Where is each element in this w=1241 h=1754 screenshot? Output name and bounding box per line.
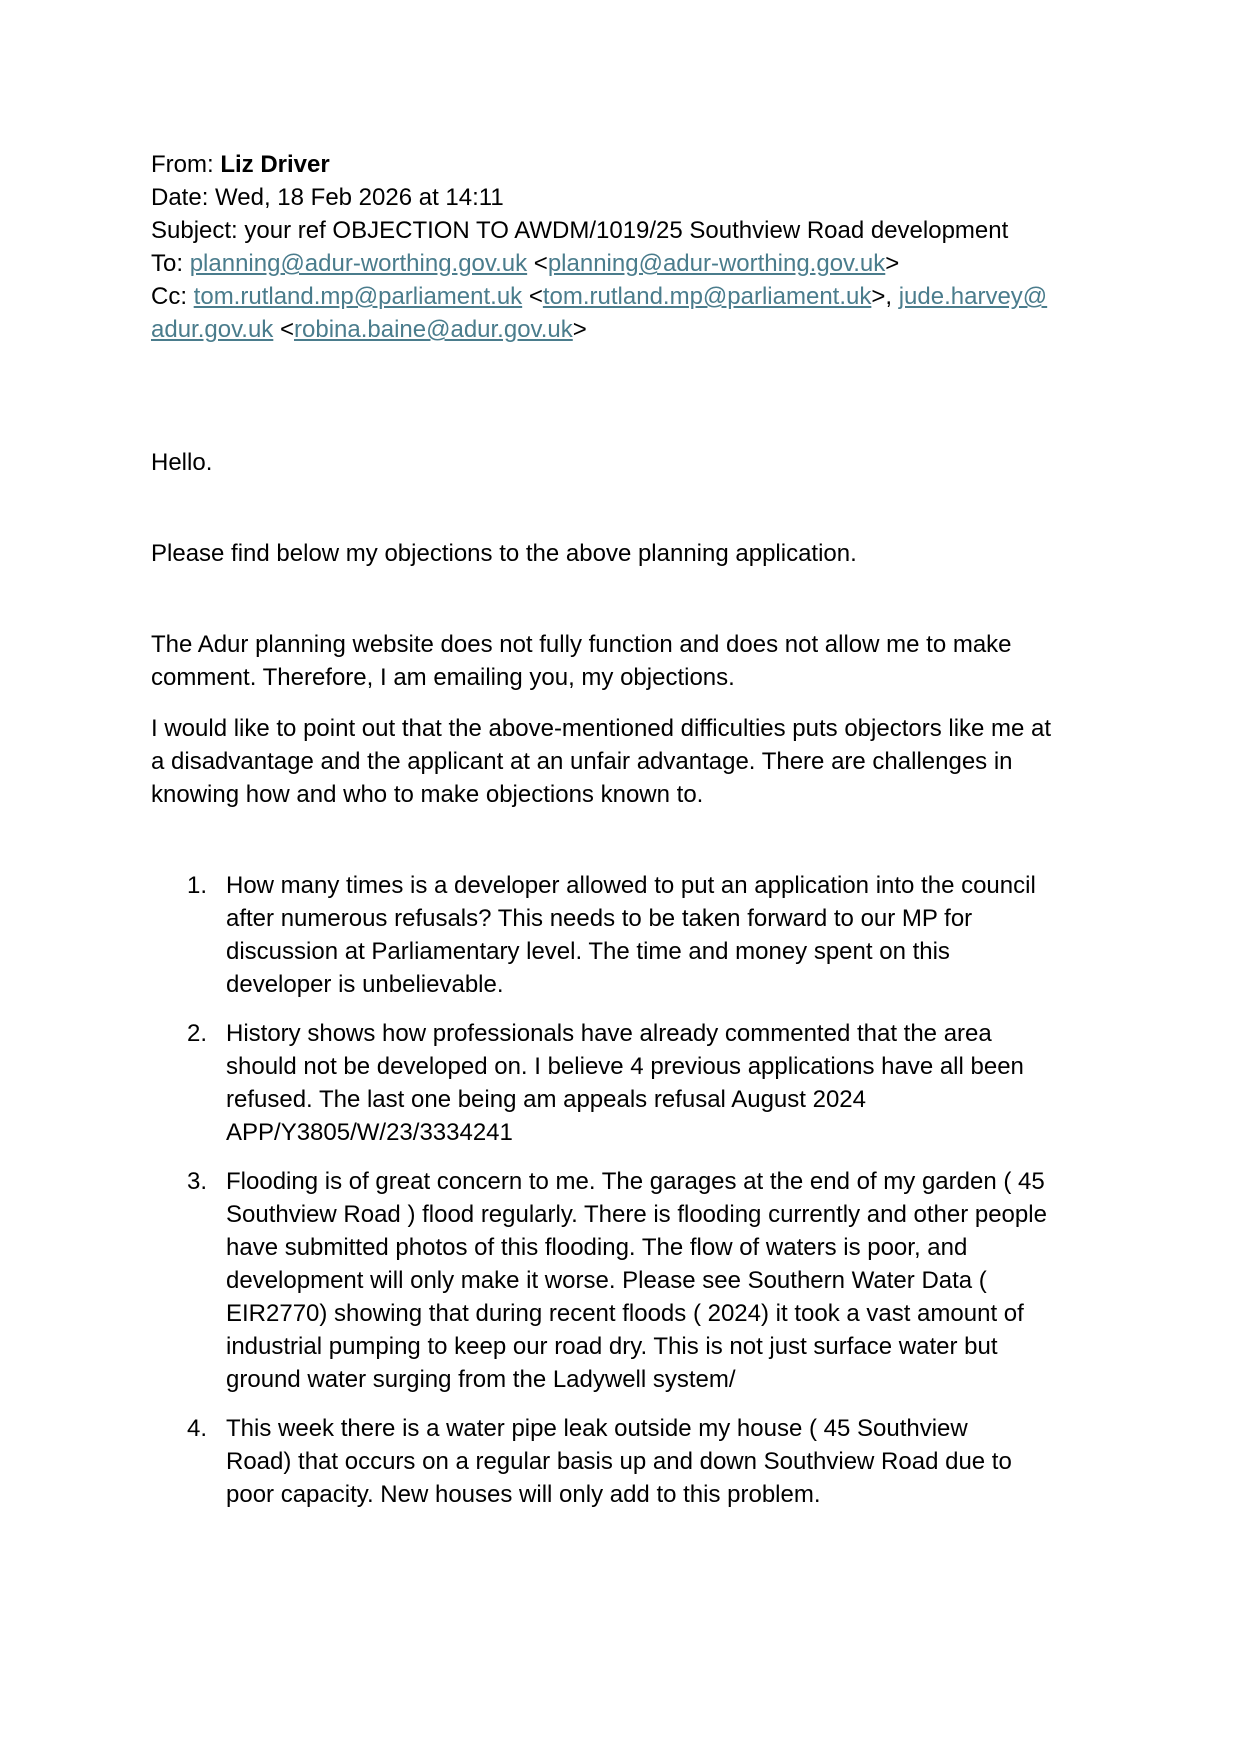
subject-value: your ref OBJECTION TO AWDM/1019/25 Southview Road development — [244, 217, 1009, 244]
list-item-number: 1. — [187, 872, 208, 899]
objections-list — [151, 869, 1101, 1511]
list-item-line: have submitted photos of this flooding. The flow of waters is poor, and — [226, 1234, 968, 1261]
cc-label: Cc: — [151, 283, 187, 310]
list-item-line: Flooding is of great concern to me. The garages at the end of my garden ( 45 — [226, 1168, 1045, 1195]
list-item-line: should not be developed on. I believe 4 previous applications have all been — [226, 1053, 1024, 1080]
list-item-line: developer is unbelievable. — [226, 971, 504, 998]
list-item-line: ground water surging from the Ladywell system/ — [226, 1366, 736, 1393]
list-item — [151, 1165, 1101, 1396]
email-document — [151, 148, 1101, 1527]
website-paragraph — [151, 628, 1101, 694]
disadvantage-paragraph-line-2: a disadvantage and the applicant at an unfair advantage. There are challenges in — [151, 748, 1013, 775]
website-paragraph-line-2: comment. Therefore, I am emailing you, my objections. — [151, 664, 735, 691]
to-email-link[interactable]: planning@adur-worthing.gov.uk — [189, 250, 528, 277]
cc-email-link-jude-part2[interactable]: adur.gov.uk — [151, 316, 274, 343]
list-item-line: development will only make it worse. Please see Southern Water Data ( — [226, 1267, 987, 1294]
list-item-line: refused. The last one being am appeals refusal August 2024 — [226, 1086, 866, 1113]
list-item-line: Southview Road ) flood regularly. There is flooding currently and other people — [226, 1201, 1047, 1228]
cc-line: Cc: tom.rutland.mp@parliament.uk <tom.rutland.mp@parliament.uk>, jude.harvey@ adur.gov.uk <robina.baine@adur.gov.uk> — [151, 283, 1048, 343]
intro-paragraph: Please find below my objections to the above planning application. — [151, 540, 857, 567]
date-label: Date: — [151, 184, 209, 211]
cc-email-link-mp[interactable]: tom.rutland.mp@parliament.uk — [193, 283, 523, 310]
list-item-line: This week there is a water pipe leak outside my house ( 45 Southview — [226, 1415, 968, 1442]
from-line — [151, 148, 1101, 181]
list-item-line: EIR2770) showing that during recent floods ( 2024) it took a vast amount of — [226, 1300, 1024, 1327]
to-label: To: — [151, 250, 184, 277]
list-item — [151, 1017, 1101, 1149]
subject-line — [151, 214, 1101, 247]
email-header — [151, 148, 1101, 346]
cc-email-link-mp-bracketed[interactable]: tom.rutland.mp@parliament.uk — [542, 283, 872, 310]
to-email-link-bracketed[interactable]: planning@adur-worthing.gov.uk — [547, 250, 886, 277]
website-paragraph-line-1: The Adur planning website does not fully function and does not allow me to make — [151, 631, 1012, 658]
list-item-line: poor capacity. New houses will only add to this problem. — [226, 1481, 821, 1508]
from-label: From: — [151, 151, 214, 178]
list-item-number: 4. — [187, 1415, 208, 1442]
list-item-line: Road) that occurs on a regular basis up and down Southview Road due to — [226, 1448, 1012, 1475]
sender-name: Liz Driver — [220, 151, 330, 178]
list-item-line: after numerous refusals? This needs to be taken forward to our MP for — [226, 905, 973, 932]
disadvantage-paragraph-line-3: knowing how and who to make objections known to. — [151, 781, 704, 808]
cc-email-link-jude-part1[interactable]: jude.harvey@ — [898, 283, 1048, 310]
list-item-line: industrial pumping to keep our road dry. This is not just surface water but — [226, 1333, 998, 1360]
list-item-number: 3. — [187, 1168, 208, 1195]
date-line — [151, 181, 1101, 214]
list-item — [151, 1412, 1101, 1511]
disadvantage-paragraph — [151, 712, 1101, 811]
disadvantage-paragraph-line-1: I would like to point out that the above-mentioned difficulties puts objectors like me at — [151, 715, 1052, 742]
list-item-line: How many times is a developer allowed to put an application into the council — [226, 872, 1036, 899]
subject-label: Subject: — [151, 217, 238, 244]
to-line: To: planning@adur-worthing.gov.uk <planning@adur-worthing.gov.uk> — [151, 250, 900, 277]
date-value: Wed, 18 Feb 2026 at 14:11 — [215, 184, 504, 211]
list-item-number: 2. — [187, 1020, 208, 1047]
list-item-line: discussion at Parliamentary level. The time and money spent on this — [226, 938, 950, 965]
list-item — [151, 869, 1101, 1001]
list-item-line: History shows how professionals have already commented that the area — [226, 1020, 992, 1047]
list-item-line: APP/Y3805/W/23/3334241 — [226, 1119, 513, 1146]
cc-email-link-robina[interactable]: robina.baine@adur.gov.uk — [294, 316, 573, 343]
greeting: Hello. — [151, 449, 213, 476]
